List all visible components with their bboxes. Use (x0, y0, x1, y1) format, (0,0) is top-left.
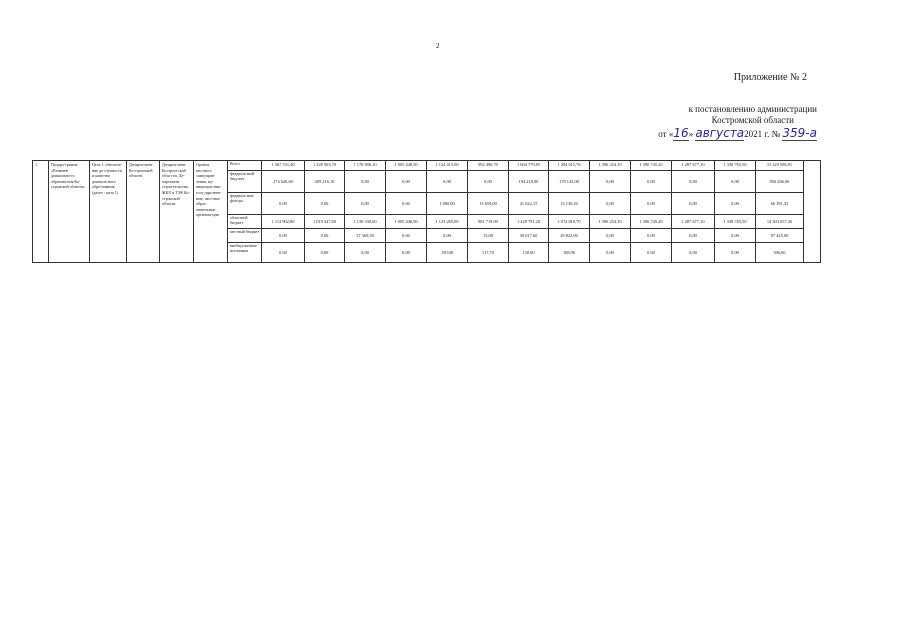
value-cell: 1 294 015,76 (549, 161, 590, 171)
value-cell: 0,00 (386, 193, 427, 215)
total-cell: 97 425,00 (756, 229, 804, 243)
value-cell: 1 396 254,10 (590, 161, 631, 171)
total-cell: 506,66 (756, 243, 804, 263)
value-cell: 0,00 (672, 171, 715, 193)
value-cell: 0,00 (345, 171, 386, 193)
value-cell: 1 338 765,50 (715, 161, 756, 171)
value-cell: 0,00 (305, 243, 345, 263)
row-label: Всего (228, 161, 262, 171)
value-cell: 194 218,90 (509, 171, 549, 193)
value-cell: 1 139 330,60 (345, 215, 386, 229)
date-mid: » (688, 129, 694, 139)
value-cell: 15,00 (468, 229, 509, 243)
value-cell: 1 072 810,70 (549, 215, 590, 229)
value-cell: 108,96 (549, 243, 590, 263)
decree-line-1: к постановлению администрации (688, 104, 817, 114)
value-cell: 0,00 (631, 243, 672, 263)
date-prefix: от « (658, 129, 674, 139)
value-cell: 1 019 347,60 (305, 215, 345, 229)
value-cell: 0,00 (631, 193, 672, 215)
value-cell: 0,00 (590, 243, 631, 263)
value-cell: 0,00 (262, 193, 305, 215)
row-label: федераль-ный бюд-жет (228, 171, 262, 193)
date-year: 2021 г. № (744, 129, 781, 139)
goal-cell: Цель 1. обеспече-ние до-ступности и качества дошколь-ного обра-зования (далее - цель 1) (90, 161, 127, 263)
value-cell: 1 338 765,50 (715, 215, 756, 229)
coexecutor2-cell: Департа-мент Костром-ской обла-сти, Де-партамент строи-тельства, ЖКХ и ТЭК Ко-стромской области (160, 161, 194, 263)
page-number: 2 (436, 42, 440, 50)
funding-table (32, 160, 821, 263)
value-cell: 0,00 (427, 229, 468, 243)
value-cell: 1 005 448,50 (386, 161, 427, 171)
value-cell: 1 428 791,20 (509, 215, 549, 229)
value-cell: 992 490,70 (468, 161, 509, 171)
value-cell: 1 287 677,10 (672, 215, 715, 229)
value-cell: 274 628,60 (262, 171, 305, 193)
value-cell: 0,00 (672, 243, 715, 263)
participants-cell: Органы местного самоуправ-ления, му-ниципаль-ные, госу-дарствен-ные, част-ные образ-овательные организа-ции (194, 161, 228, 263)
total-cell: 66 391,35 (756, 193, 804, 215)
decree-line-2: Костромской области (711, 115, 794, 125)
value-cell: 0,00 (672, 193, 715, 215)
value-cell: 15 659,00 (468, 193, 509, 215)
row-label: внебюд-жетные источники (228, 243, 262, 263)
value-cell: 117,70 (468, 243, 509, 263)
value-cell: 0,00 (590, 229, 631, 243)
value-cell: 150,00 (427, 243, 468, 263)
value-cell: 0,00 (345, 243, 386, 263)
value-cell: 0,00 (262, 229, 305, 243)
value-cell: 0,00 (672, 229, 715, 243)
value-cell: 130,00 (509, 243, 549, 263)
value-cell: 1 287 677,10 (672, 161, 715, 171)
value-cell: 0,00 (305, 229, 345, 243)
value-cell: 0,00 (715, 243, 756, 263)
date-month: августа (695, 126, 745, 140)
value-cell: 0,00 (715, 193, 756, 215)
value-cell: 1 005 448,50 (386, 215, 427, 229)
value-cell: 0,00 (386, 171, 427, 193)
value-cell: 209 216,10 (305, 171, 345, 193)
empty-column (804, 161, 821, 263)
value-cell: 0,00 (631, 229, 672, 243)
value-cell: 1 396 745,20 (631, 161, 672, 171)
value-cell: 0,00 (386, 229, 427, 243)
row-label: областной бюджет (228, 215, 262, 229)
value-cell: 0,00 (345, 193, 386, 215)
row-label: местный бюджет (228, 229, 262, 243)
value-cell: 0,00 (427, 171, 468, 193)
row-number: 1. (33, 161, 49, 263)
value-cell: 1 228 563,70 (305, 161, 345, 171)
value-cell: 1 396 745,20 (631, 215, 672, 229)
value-cell: 0,00 (305, 193, 345, 215)
value-cell: 0,00 (468, 171, 509, 193)
value-cell: 1 000,00 (427, 193, 468, 215)
value-cell: 29 822,90 (549, 229, 590, 243)
value-cell: 1 124 415,00 (427, 161, 468, 171)
value-cell: 0,00 (590, 193, 631, 215)
value-cell: 37 569,50 (345, 229, 386, 243)
value-cell: 1 123 265,00 (427, 215, 468, 229)
value-cell: 981 719,00 (468, 215, 509, 229)
value-cell: 0,00 (715, 229, 756, 243)
coexecutor-cell: Департа-мент Ко-стромской области (127, 161, 160, 263)
value-cell: 0,00 (262, 243, 305, 263)
subprogram-name: Подпро-грамма «Развитие дошкольно-го образова-ния Ко-стромской области» (49, 161, 90, 263)
value-cell: 0,00 (386, 243, 427, 263)
appendix-title: Приложение № 2 (733, 72, 807, 83)
value-cell: 30 017,60 (509, 229, 549, 243)
total-cell: 15 323 586,91 (756, 161, 804, 171)
decree-number: 359-а (782, 126, 817, 140)
value-cell: 0,00 (631, 171, 672, 193)
row-label: федераль-ные фон-ды (228, 193, 262, 215)
value-cell: 0,00 (715, 171, 756, 193)
total-cell: 856 206,60 (756, 171, 804, 193)
value-cell: 13 130,20 (549, 193, 590, 215)
value-cell: 1 396 254,10 (590, 215, 631, 229)
value-cell: 1 604 779,85 (509, 161, 549, 171)
value-cell: 1 112 902,80 (262, 215, 305, 229)
value-cell: 41 622,15 (509, 193, 549, 215)
value-cell: 1 176 900,10 (345, 161, 386, 171)
value-cell: 178 143,00 (549, 171, 590, 193)
total-cell: 14 303 057,30 (756, 215, 804, 229)
value-cell: 1 367 531,40 (262, 161, 305, 171)
date-day: 16 (673, 126, 689, 140)
decree-date-line (658, 126, 817, 140)
value-cell: 0,00 (590, 171, 631, 193)
